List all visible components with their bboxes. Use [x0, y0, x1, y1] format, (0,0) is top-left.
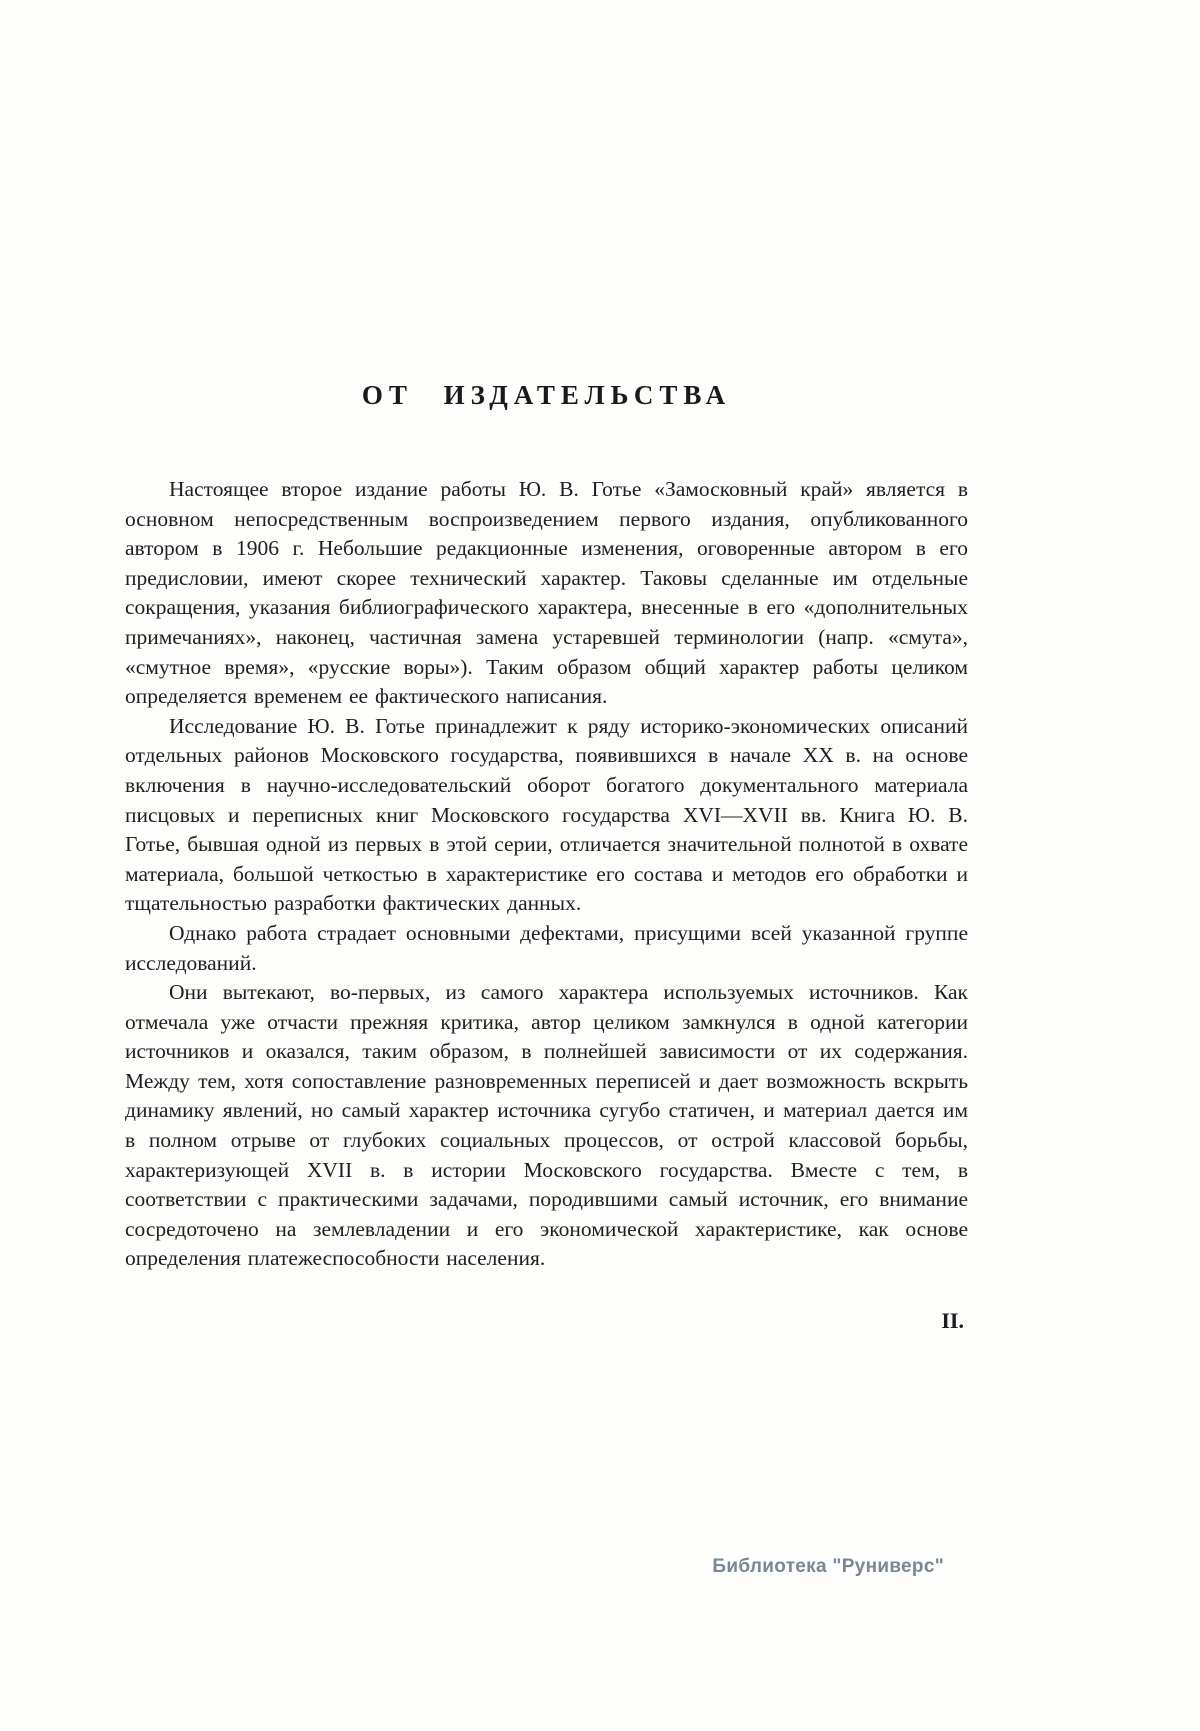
page-title: ОТ ИЗДАТЕЛЬСТВА [361, 380, 732, 410]
paragraph: Исследование Ю. В. Готье принадлежит к ряду историко-экономических описаний отдельных районов Московского государства, появившихся в начале XX в. на основе включения в научно-исследовательский оборот богатого документального материала писцовых и переписных книг Московского государства XVI—XVII вв. Книга Ю. В. Готье, бывшая одной из первых в этой серии, отличается значительной полнотой в охвате материала, большой четкостью в характеристике его состава и методов его обработки и тщательностью разработки фактических данных. [125, 713, 968, 916]
text-block [125, 380, 968, 1334]
paragraph: Они вытекают, во-первых, из самого характера используемых источников. Как отмечала уже отчасти прежняя критика, автор целиком замкнулся в одной категории источников и оказался, таким образом, в полнейшей зависимости от их содержания. Между тем, хотя сопоставление разновременных переписей и дает возможность вскрыть динамику явлений, но самый характер источника сугубо статичен, и материал дается им в полном отрыве от глубоких социальных процессов, от острой классовой борьбы, характеризующей XVII в. в истории Московского государства. Вместе с тем, в соответствии с практическими задачами, породившими самый источник, его внимание сосредоточено на землевладении и его экономической характеристике, как основе определения платежеспособности населения. [125, 980, 968, 1271]
paragraph: Настоящее второе издание работы Ю. В. Готье «Замосковный край» является в основном непосредственным воспроизведением первого издания, опубликованного автором в 1906 г. Небольшие редакционные изменения, оговоренные автором в его предисловии, имеют скорее технический характер. Таковы сделанные им отдельные сокращения, указания библиографического характера, внесенные в его «дополнительных примечаниях», наконец, частичная замена устаревшей терминологии (напр. «смута», «смутное время», «русские воры»). Таким образом общий характер работы целиком определяется временем ее фактического написания. [125, 477, 968, 709]
library-watermark: Библиотека "Руниверс" [712, 1556, 944, 1577]
paragraph: Однако работа страдает основными дефектами, присущими всей указанной группе исследований. [125, 920, 968, 975]
page-number: II. [941, 1308, 964, 1334]
